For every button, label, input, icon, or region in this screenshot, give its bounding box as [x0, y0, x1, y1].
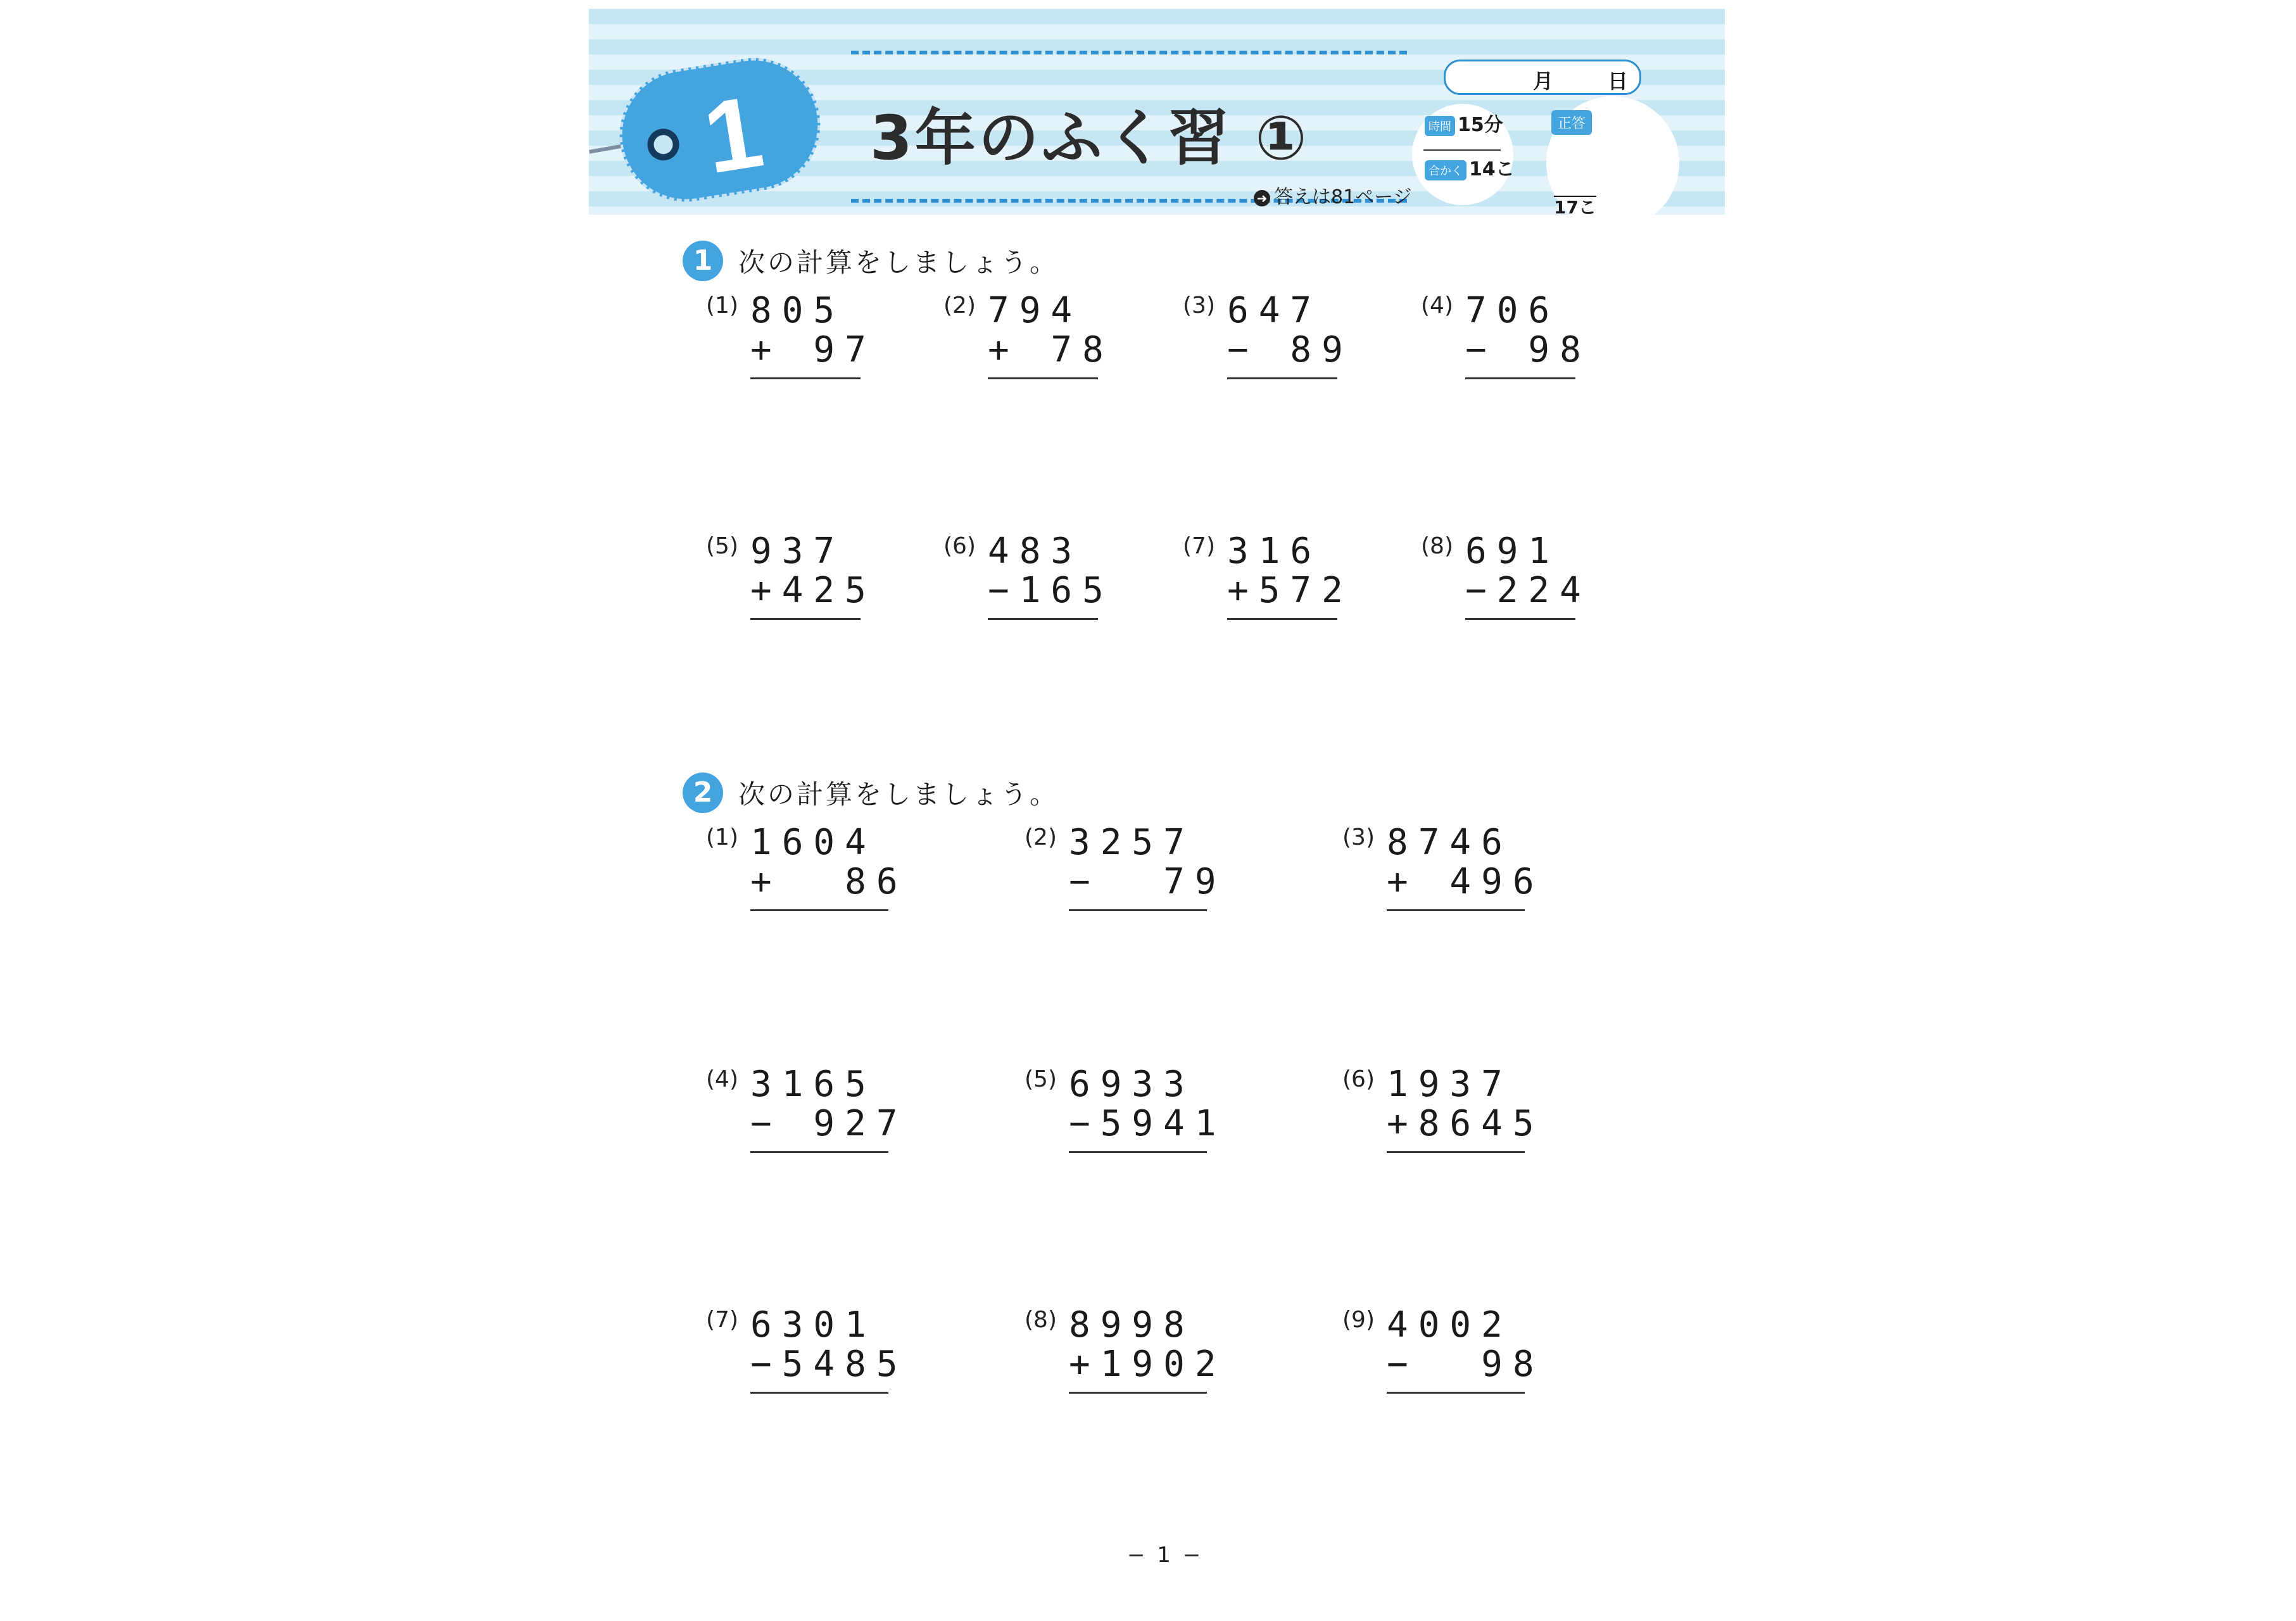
answer-line: [750, 1392, 888, 1394]
answer-line: [1465, 377, 1575, 379]
header-banner: [589, 9, 1725, 215]
answer-line: [1387, 1392, 1525, 1394]
unit-tag: [610, 48, 830, 211]
page-title: 3年のふく習 ①: [870, 103, 1309, 173]
answer-line: [1069, 1151, 1207, 1153]
answer-line: [1387, 909, 1525, 911]
answer-line: [750, 377, 861, 379]
time-limit: 時間 15分: [1425, 109, 1503, 137]
worksheet-page: 1 3年のふく習 ① ➜ 答えは81ページ 時間 15分 合かく 14こ 月 日 正答 17こ 1 次の計算をしましょう。 (1) 805 + 97 (2) 794 + 78 (3) 647 − 89 (4) 706 − 98 (5) 937 +425 (6) 483 −165 (7) 316 +572 (8) 691 −224 2 次の計算をしましょう。 (1) 1604 + 86 (2) 3257 − 79 (3) 8746 + 496 (4) 3165 − 927 (5) 6933 −5941 (6) 1937 +8645 (7) 6301 −5485 (8) 8998 +1902 (9) 4002 − 98 − 1 −: [589, 0, 1725, 1621]
answer-line: [750, 618, 861, 620]
answer-reference[interactable]: ➜ 答えは81ページ: [1254, 181, 1412, 209]
unit-number: 1: [696, 73, 770, 195]
answer-line: [988, 377, 1098, 379]
date-field[interactable]: [1444, 60, 1641, 95]
answer-line: [750, 909, 888, 911]
answer-line: [1387, 1151, 1525, 1153]
answer-line: [988, 618, 1098, 620]
answer-line: [1069, 909, 1207, 911]
answer-line: [1227, 618, 1337, 620]
day-label: 日: [1608, 69, 1629, 93]
section-2-heading: 2 次の計算をしましょう。: [683, 773, 1059, 813]
answer-line: [1069, 1392, 1207, 1394]
answer-line: [750, 1151, 888, 1153]
page-number: − 1 −: [1127, 1542, 1204, 1568]
top-dashed-rule: [851, 51, 1407, 54]
section-1-badge: 1: [683, 241, 723, 281]
score-label: 正答: [1551, 110, 1592, 135]
info-divider: [1423, 149, 1501, 151]
section-1-heading: 1 次の計算をしましょう。: [683, 241, 1059, 281]
arrow-right-icon: ➜: [1254, 190, 1270, 206]
score-total: 17こ: [1554, 197, 1596, 215]
pass-threshold: 合かく 14こ: [1425, 153, 1515, 181]
answer-line: [1227, 377, 1337, 379]
tag-hole-icon: [645, 127, 681, 163]
answer-line: [1465, 618, 1575, 620]
section-2-badge: 2: [683, 773, 723, 813]
month-label: 月: [1533, 69, 1554, 93]
